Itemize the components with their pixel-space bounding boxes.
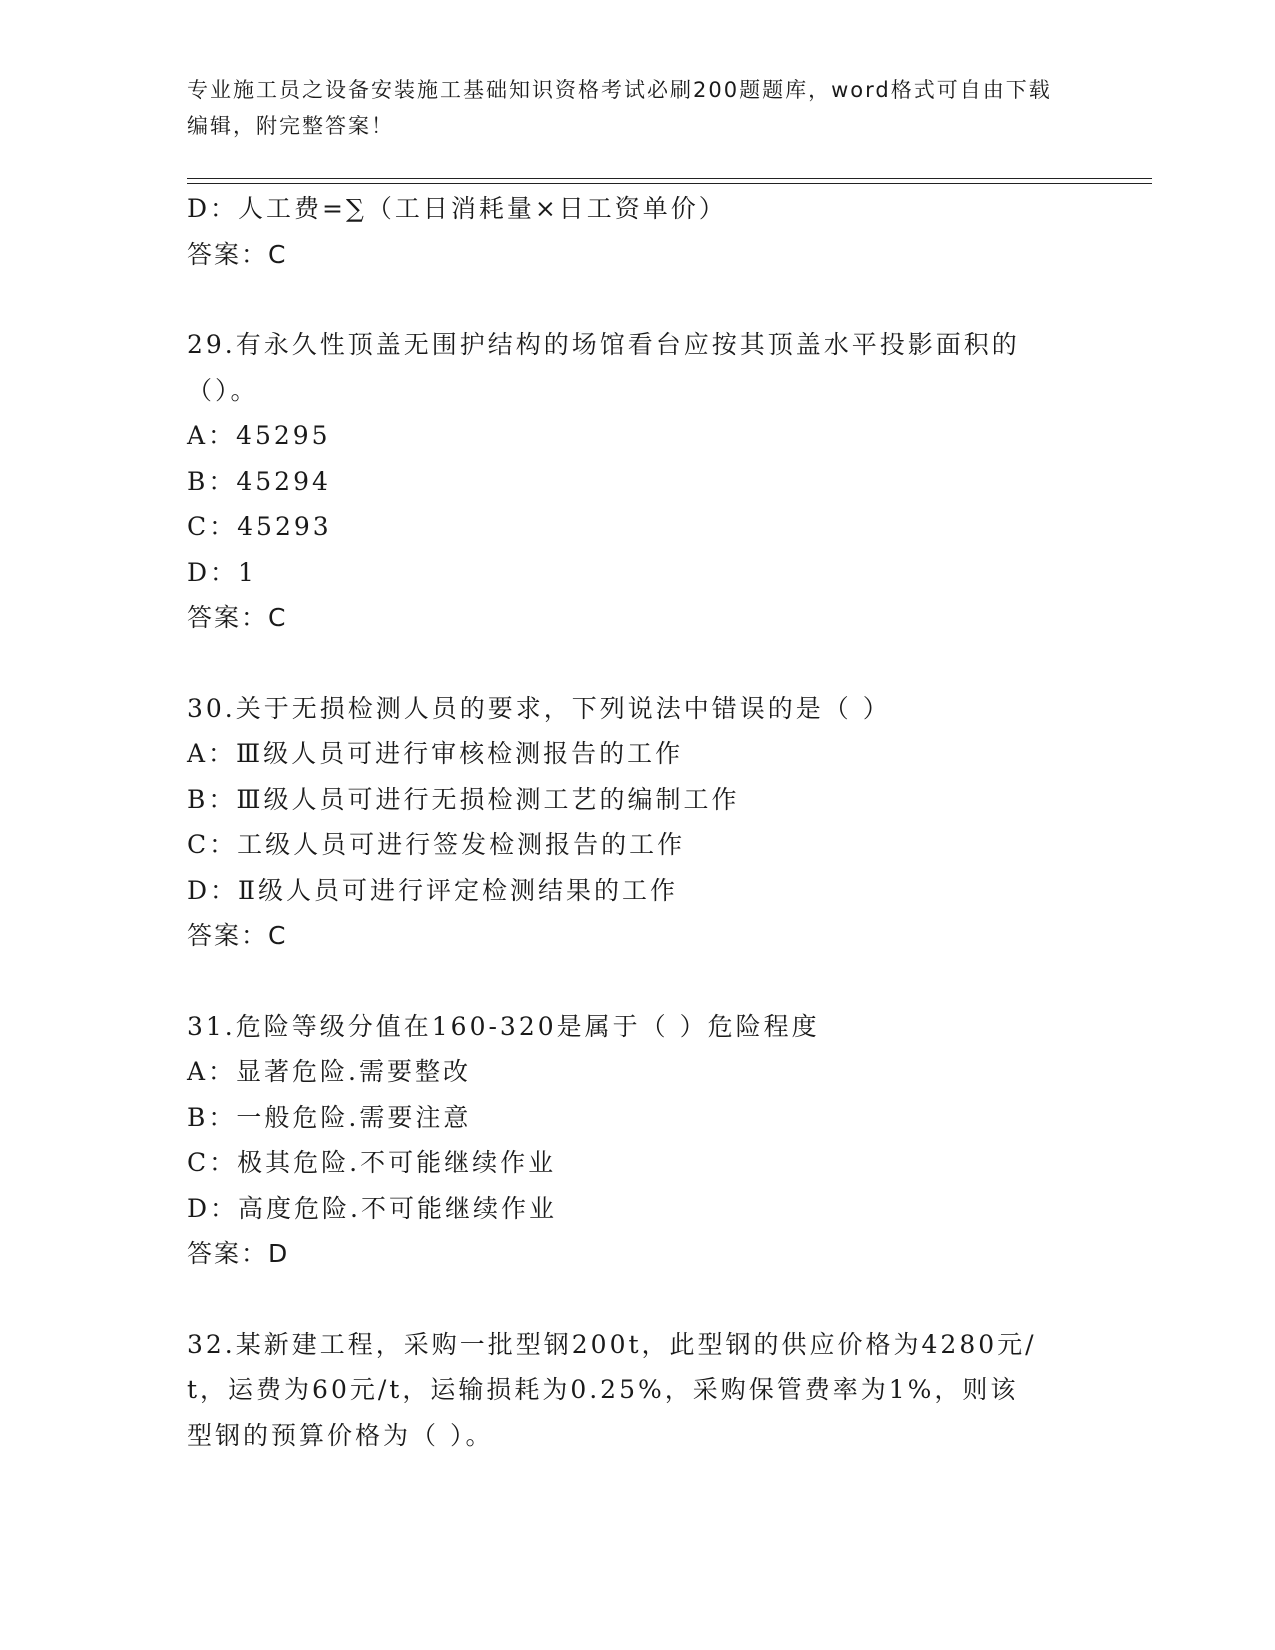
document-header: 专业施工员之设备安装施工基础知识资格考试必刷200题题库，word格式可自由下载编辑，附完整答案！: [187, 78, 1052, 138]
question-29-answer: 答案：C: [187, 603, 288, 632]
question-31-text: 31.危险等级分值在160-320是属于（ ）危险程度: [187, 1011, 820, 1041]
header-divider-bottom: [187, 183, 1152, 184]
question-31-option-d: D：高度危险.不可能继续作业: [187, 1193, 557, 1223]
question-31-answer: 答案：D: [187, 1239, 290, 1268]
spacer: [187, 1277, 1087, 1322]
question-29-option-c: C：45293: [187, 512, 332, 541]
question-content: [187, 186, 1087, 1458]
header-divider-top: [187, 178, 1152, 179]
question-30-option-b: B：Ⅲ级人员可进行无损检测工艺的编制工作: [187, 784, 740, 814]
spacer: [187, 277, 1087, 322]
spacer: [187, 959, 1087, 1004]
question-29-option-d: D：1: [187, 557, 257, 587]
prev-answer: 答案：C: [187, 239, 288, 269]
question-30-option-c: C：工级人员可进行签发检测报告的工作: [187, 830, 686, 859]
question-30-answer: 答案：C: [187, 921, 288, 950]
question-30-option-d: D：Ⅱ级人员可进行评定检测结果的工作: [187, 875, 679, 905]
question-29-text: 29.有永久性顶盖无围护结构的场馆看台应按其顶盖水平投影面积的（）。: [187, 330, 1020, 405]
question-31-option-a: A：显著危险.需要整改: [187, 1057, 472, 1086]
question-30-option-a: A：Ⅲ级人员可进行审核检测报告的工作: [187, 739, 684, 768]
question-32-text: 32.某新建工程，采购一批型钢200t，此型钢的供应价格为4280元/t，运费为60元/t，运输损耗为0.25%，采购保管费率为1%，则该型钢的预算价格为（ ）。: [187, 1329, 1037, 1450]
spacer: [187, 641, 1087, 686]
question-29-option-b: B：45294: [187, 466, 331, 496]
question-29-option-a: A：45295: [187, 421, 331, 450]
prev-option-d: D：人工费=∑（工日消耗量×日工资单价）: [187, 194, 727, 223]
question-31-option-c: C：极其危险.不可能继续作业: [187, 1148, 557, 1177]
question-31-option-b: B：一般危险.需要注意: [187, 1102, 472, 1132]
question-30-text: 30.关于无损检测人员的要求，下列说法中错误的是（ ）: [187, 693, 891, 723]
